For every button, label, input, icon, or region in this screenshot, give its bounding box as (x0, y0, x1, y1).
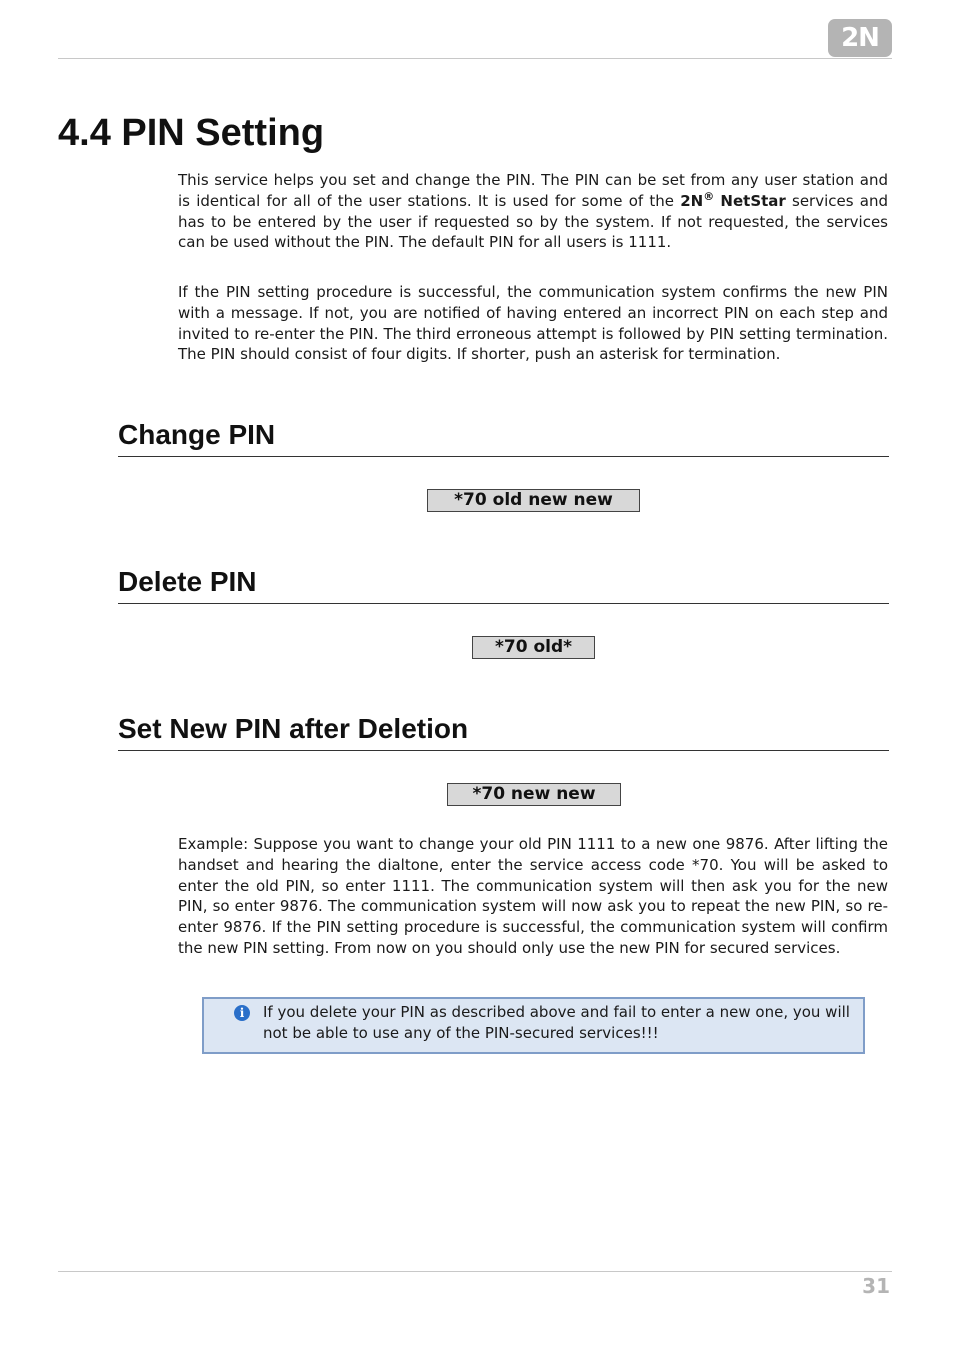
section-heading-delete-pin: Delete PIN (118, 565, 889, 604)
intro-text-end: services and has to be entered by the user if requested so by the system. If not requested, the services can be used without the PIN. The default PIN for all users is 1111. (178, 191, 888, 252)
code-change-pin: *70 old new new (427, 489, 640, 512)
example-paragraph: Example: Suppose you want to change your old PIN 1111 to a new one 9876. After lifting the handset and hearing the dialtone, enter the service access code *70. You will be asked to enter the old PIN, so enter 1111. The communication system will then ask you for the new PIN, so enter 9876. The communication system will now ask you to repeat the new PIN, so re-enter 9876. If the PIN setting procedure is successful, the communication system will confirm the new PIN setting. From now on you should only use the new PIN for secured services. (178, 835, 888, 957)
code-set-new-pin: *70 new new (447, 783, 621, 806)
footer-divider (58, 1271, 892, 1272)
info-note (202, 997, 865, 1054)
intro-text-start: This service helps you set and change the PIN. The PIN can be set from any user station and is identical for all of the user stations. It is used for some of the (178, 171, 888, 210)
page-title: 4.4 PIN Setting (58, 112, 325, 154)
brand-name: 2N (680, 191, 704, 210)
section-heading-set-new-pin: Set New PIN after Deletion (118, 712, 889, 751)
brand-logo: 2N (828, 19, 892, 57)
code-delete-pin: *70 old* (472, 636, 595, 659)
registered-mark: ® (703, 189, 715, 203)
intro-paragraph-1 (178, 170, 888, 253)
page-number: 31 (862, 1274, 890, 1298)
info-icon: i (234, 1005, 250, 1021)
header-divider (58, 58, 892, 59)
info-note-text: If you delete your PIN as described above and fail to enter a new one, you will not be able to use any of the PIN-secured services!!! (263, 1003, 850, 1042)
intro-paragraph-2: If the PIN setting procedure is successful, the communication system confirms the new PIN with a message. If not, you are notified of having entered an incorrect PIN on each step and invited to re-enter the PIN. The third erroneous attempt is followed by PIN setting termination. The PIN should consist of four digits. If shorter, push an asterisk for termination. (178, 283, 888, 364)
section-heading-change-pin: Change PIN (118, 418, 889, 457)
product-name: NetStar (720, 191, 786, 210)
